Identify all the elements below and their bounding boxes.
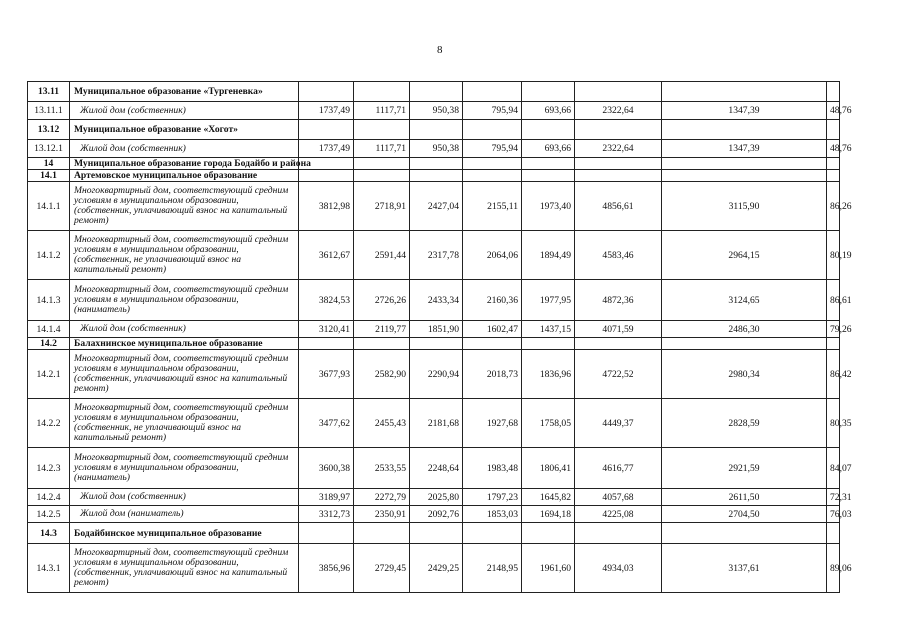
empty-cell xyxy=(299,523,354,544)
row-description: Многоквартирный дом, соответствующий средним условиям в муниципальном образовании, (собственник, уплачивающий взнос на капитальный ремонт) xyxy=(70,350,299,399)
section-title: Артемовское муниципальное образование xyxy=(70,170,299,182)
empty-cell xyxy=(575,523,662,544)
row-code: 13.12.1 xyxy=(28,140,70,158)
row-code: 14.1 xyxy=(28,170,70,182)
row-code: 13.11.1 xyxy=(28,102,70,120)
value-cell: 2025,80 xyxy=(410,489,463,506)
table-row xyxy=(28,399,840,448)
value-cell: 2248,64 xyxy=(410,448,463,489)
value-cell: 2064,06 xyxy=(463,231,522,280)
value-cell: 2429,25 xyxy=(410,544,463,593)
value-cell: 1973,40 xyxy=(522,182,575,231)
value-cell: 2092,76 xyxy=(410,506,463,523)
value-cell: 2427,04 xyxy=(410,182,463,231)
value-cell: 3189,97 xyxy=(299,489,354,506)
empty-cell xyxy=(522,338,575,350)
empty-cell xyxy=(410,82,463,102)
value-cell: 2591,44 xyxy=(354,231,410,280)
value-cell: 2704,50 xyxy=(662,506,827,523)
empty-cell xyxy=(410,120,463,140)
table-row xyxy=(28,140,840,158)
row-code: 14.1.3 xyxy=(28,280,70,321)
value-cell: 4856,61 xyxy=(575,182,662,231)
value-cell: 48,76 xyxy=(827,102,840,120)
value-cell: 1983,48 xyxy=(463,448,522,489)
value-cell: 2582,90 xyxy=(354,350,410,399)
empty-cell xyxy=(299,120,354,140)
row-description: Многоквартирный дом, соответствующий средним условиям в муниципальном образовании, (собственник, уплачивающий взнос на капитальный ремонт) xyxy=(70,182,299,231)
value-cell: 3312,73 xyxy=(299,506,354,523)
value-cell: 2726,26 xyxy=(354,280,410,321)
value-cell: 1117,71 xyxy=(354,140,410,158)
table-row xyxy=(28,506,840,523)
table-row xyxy=(28,231,840,280)
value-cell: 1851,90 xyxy=(410,321,463,338)
empty-cell xyxy=(463,170,522,182)
value-cell: 80,35 xyxy=(827,399,840,448)
section-title: Муниципальное образование «Тургеневка» xyxy=(70,82,299,102)
empty-cell xyxy=(463,158,522,170)
value-cell: 3477,62 xyxy=(299,399,354,448)
empty-cell xyxy=(522,170,575,182)
value-cell: 2018,73 xyxy=(463,350,522,399)
row-code: 13.11 xyxy=(28,82,70,102)
empty-cell xyxy=(575,120,662,140)
section-title: Муниципальное образование города Бодайбо и района xyxy=(70,158,299,170)
value-cell: 2486,30 xyxy=(662,321,827,338)
empty-cell xyxy=(522,82,575,102)
empty-cell xyxy=(662,338,827,350)
table-row xyxy=(28,448,840,489)
value-cell: 1737,49 xyxy=(299,102,354,120)
value-cell: 3120,41 xyxy=(299,321,354,338)
empty-cell xyxy=(463,120,522,140)
value-cell: 2290,94 xyxy=(410,350,463,399)
value-cell: 3612,67 xyxy=(299,231,354,280)
value-cell: 4225,08 xyxy=(575,506,662,523)
value-cell: 2533,55 xyxy=(354,448,410,489)
empty-cell xyxy=(575,158,662,170)
empty-cell xyxy=(354,158,410,170)
value-cell: 693,66 xyxy=(522,140,575,158)
empty-cell xyxy=(410,338,463,350)
empty-cell xyxy=(463,338,522,350)
tariff-table xyxy=(27,81,852,593)
value-cell: 2155,11 xyxy=(463,182,522,231)
value-cell: 1347,39 xyxy=(662,140,827,158)
value-cell: 3677,93 xyxy=(299,350,354,399)
value-cell: 2148,95 xyxy=(463,544,522,593)
empty-cell xyxy=(410,158,463,170)
row-code: 14.1.4 xyxy=(28,321,70,338)
section-row xyxy=(28,170,840,182)
empty-cell xyxy=(827,82,840,102)
row-description: Жилой дом (собственник) xyxy=(70,321,299,338)
empty-cell xyxy=(662,158,827,170)
section-row xyxy=(28,82,840,102)
row-description: Жилой дом (собственник) xyxy=(70,140,299,158)
row-description: Многоквартирный дом, соответствующий средним условиям в муниципальном образовании, (собственник, не уплачивающий взнос на капитальный ремонт) xyxy=(70,231,299,280)
value-cell: 1894,49 xyxy=(522,231,575,280)
value-cell: 4872,36 xyxy=(575,280,662,321)
value-cell: 2729,45 xyxy=(354,544,410,593)
empty-cell xyxy=(354,338,410,350)
value-cell: 693,66 xyxy=(522,102,575,120)
section-row xyxy=(28,158,840,170)
value-cell: 2921,59 xyxy=(662,448,827,489)
value-cell: 795,94 xyxy=(463,140,522,158)
empty-cell xyxy=(522,120,575,140)
row-description: Многоквартирный дом, соответствующий средним условиям в муниципальном образовании, (наниматель) xyxy=(70,448,299,489)
row-code: 14.1.2 xyxy=(28,231,70,280)
empty-cell xyxy=(662,170,827,182)
row-code: 14.2 xyxy=(28,338,70,350)
row-code: 14.3 xyxy=(28,523,70,544)
empty-cell xyxy=(299,338,354,350)
row-description: Жилой дом (наниматель) xyxy=(70,506,299,523)
table-row xyxy=(28,350,840,399)
value-cell: 2828,59 xyxy=(662,399,827,448)
empty-cell xyxy=(354,120,410,140)
section-title: Балахнинское муниципальное образование xyxy=(70,338,299,350)
value-cell: 795,94 xyxy=(463,102,522,120)
value-cell: 1806,41 xyxy=(522,448,575,489)
empty-cell xyxy=(575,82,662,102)
row-code: 13.12 xyxy=(28,120,70,140)
value-cell: 1961,60 xyxy=(522,544,575,593)
value-cell: 3812,98 xyxy=(299,182,354,231)
row-description: Многоквартирный дом, соответствующий средним условиям в муниципальном образовании, (наниматель) xyxy=(70,280,299,321)
empty-cell xyxy=(662,120,827,140)
value-cell: 84,07 xyxy=(827,448,840,489)
value-cell: 2964,15 xyxy=(662,231,827,280)
row-code: 14.2.2 xyxy=(28,399,70,448)
table-row xyxy=(28,489,840,506)
value-cell: 3124,65 xyxy=(662,280,827,321)
value-cell: 1347,39 xyxy=(662,102,827,120)
section-row xyxy=(28,120,840,140)
empty-cell xyxy=(354,82,410,102)
empty-cell xyxy=(827,523,840,544)
page-number: 8 xyxy=(437,44,443,56)
value-cell: 4071,59 xyxy=(575,321,662,338)
empty-cell xyxy=(575,338,662,350)
value-cell: 1117,71 xyxy=(354,102,410,120)
row-code: 14.2.5 xyxy=(28,506,70,523)
row-code: 14.2.4 xyxy=(28,489,70,506)
value-cell: 2611,50 xyxy=(662,489,827,506)
value-cell: 2322,64 xyxy=(575,140,662,158)
section-row xyxy=(28,523,840,544)
table-row xyxy=(28,280,840,321)
value-cell: 3137,61 xyxy=(662,544,827,593)
value-cell: 950,38 xyxy=(410,140,463,158)
section-title: Бодайбинское муниципальное образование xyxy=(70,523,299,544)
value-cell: 48,76 xyxy=(827,140,840,158)
section-row xyxy=(28,338,840,350)
empty-cell xyxy=(463,523,522,544)
empty-cell xyxy=(522,158,575,170)
table-row xyxy=(28,182,840,231)
value-cell: 2980,34 xyxy=(662,350,827,399)
empty-cell xyxy=(354,523,410,544)
value-cell: 1977,95 xyxy=(522,280,575,321)
row-code: 14.3.1 xyxy=(28,544,70,593)
value-cell: 3856,96 xyxy=(299,544,354,593)
value-cell: 1853,03 xyxy=(463,506,522,523)
value-cell: 2317,78 xyxy=(410,231,463,280)
value-cell: 79,26 xyxy=(827,321,840,338)
empty-cell xyxy=(354,170,410,182)
value-cell: 4449,37 xyxy=(575,399,662,448)
empty-cell xyxy=(299,82,354,102)
value-cell: 4616,77 xyxy=(575,448,662,489)
section-title: Муниципальное образование «Хогот» xyxy=(70,120,299,140)
empty-cell xyxy=(410,523,463,544)
value-cell: 1437,15 xyxy=(522,321,575,338)
table-row xyxy=(28,544,840,593)
row-code: 14.1.1 xyxy=(28,182,70,231)
value-cell: 2322,64 xyxy=(575,102,662,120)
row-code: 14.2.3 xyxy=(28,448,70,489)
value-cell: 2718,91 xyxy=(354,182,410,231)
table-row xyxy=(28,102,840,120)
empty-cell xyxy=(827,338,840,350)
value-cell: 1797,23 xyxy=(463,489,522,506)
value-cell: 76,03 xyxy=(827,506,840,523)
value-cell: 2433,34 xyxy=(410,280,463,321)
empty-cell xyxy=(522,523,575,544)
empty-cell xyxy=(299,170,354,182)
table-row xyxy=(28,321,840,338)
value-cell: 1737,49 xyxy=(299,140,354,158)
empty-cell xyxy=(575,170,662,182)
value-cell: 3824,53 xyxy=(299,280,354,321)
value-cell: 2181,68 xyxy=(410,399,463,448)
value-cell: 86,42 xyxy=(827,350,840,399)
empty-cell xyxy=(662,523,827,544)
empty-cell xyxy=(827,158,840,170)
value-cell: 80,19 xyxy=(827,231,840,280)
value-cell: 2350,91 xyxy=(354,506,410,523)
row-description: Жилой дом (собственник) xyxy=(70,102,299,120)
value-cell: 86,61 xyxy=(827,280,840,321)
empty-cell xyxy=(662,82,827,102)
row-code: 14.2.1 xyxy=(28,350,70,399)
empty-cell xyxy=(827,120,840,140)
value-cell: 1927,68 xyxy=(463,399,522,448)
value-cell: 3115,90 xyxy=(662,182,827,231)
value-cell: 3600,38 xyxy=(299,448,354,489)
value-cell: 1602,47 xyxy=(463,321,522,338)
value-cell: 86,26 xyxy=(827,182,840,231)
row-description: Жилой дом (собственник) xyxy=(70,489,299,506)
value-cell: 1645,82 xyxy=(522,489,575,506)
value-cell: 2160,36 xyxy=(463,280,522,321)
row-description: Многоквартирный дом, соответствующий средним условиям в муниципальном образовании, (собственник, не уплачивающий взнос на капитальный ремонт) xyxy=(70,399,299,448)
value-cell: 2455,43 xyxy=(354,399,410,448)
value-cell: 950,38 xyxy=(410,102,463,120)
empty-cell xyxy=(410,170,463,182)
value-cell: 4057,68 xyxy=(575,489,662,506)
value-cell: 1694,18 xyxy=(522,506,575,523)
value-cell: 4722,52 xyxy=(575,350,662,399)
value-cell: 2272,79 xyxy=(354,489,410,506)
row-code: 14 xyxy=(28,158,70,170)
value-cell: 1836,96 xyxy=(522,350,575,399)
empty-cell xyxy=(827,170,840,182)
value-cell: 4583,46 xyxy=(575,231,662,280)
value-cell: 1758,05 xyxy=(522,399,575,448)
value-cell: 89,06 xyxy=(827,544,840,593)
value-cell: 2119,77 xyxy=(354,321,410,338)
row-description: Многоквартирный дом, соответствующий средним условиям в муниципальном образовании, (собственник, уплачивающий взнос на капитальный ремонт) xyxy=(70,544,299,593)
value-cell: 4934,03 xyxy=(575,544,662,593)
empty-cell xyxy=(463,82,522,102)
value-cell: 72,31 xyxy=(827,489,840,506)
